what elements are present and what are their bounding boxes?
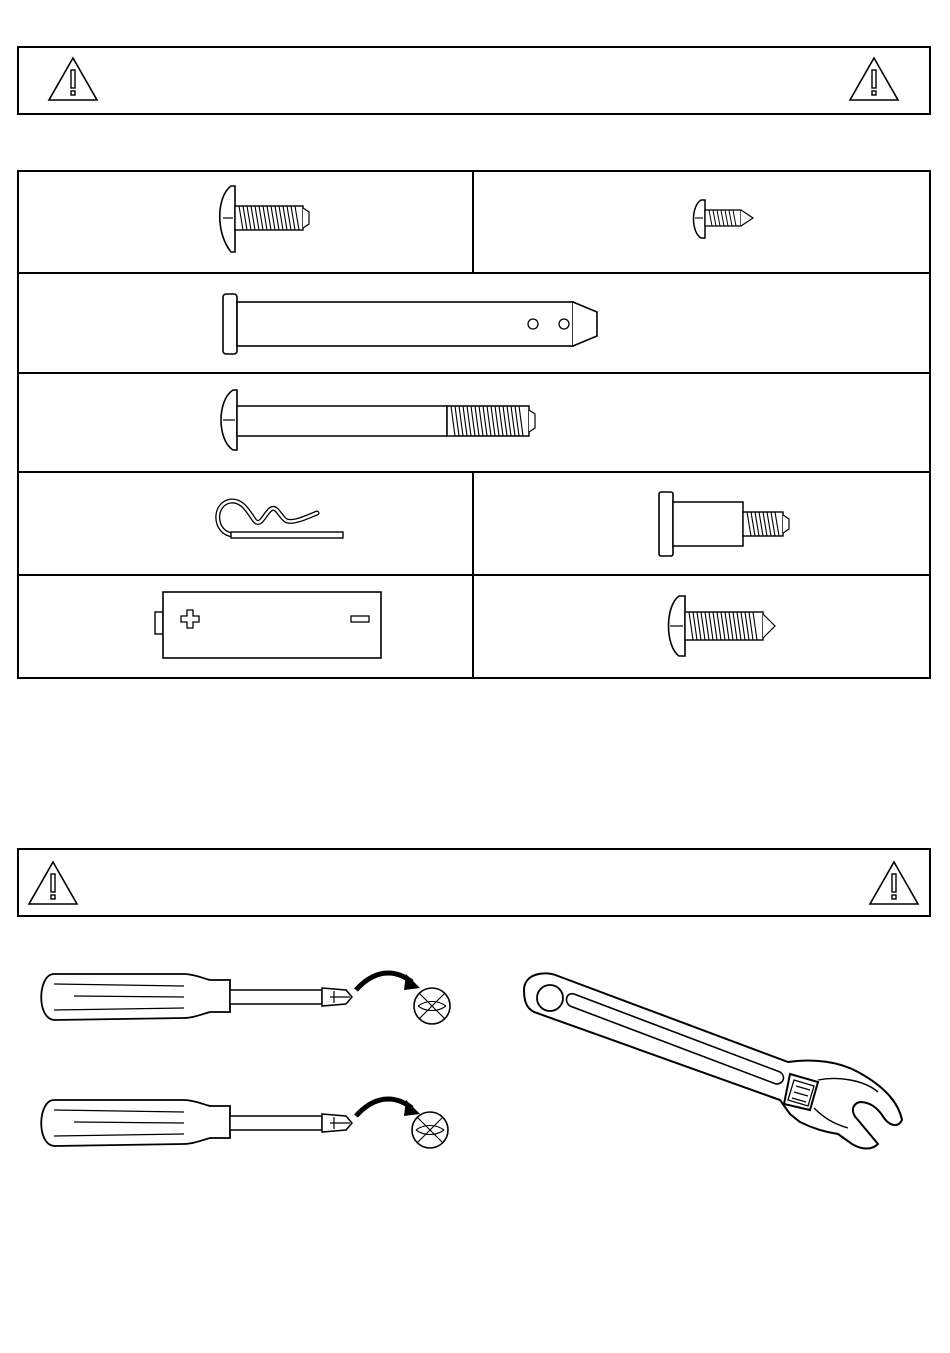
clevis-pin-icon: [217, 290, 607, 360]
phillips-screwdriver-icon: [34, 960, 458, 1034]
adjustable-wrench-icon: [518, 968, 908, 1158]
pan-head-self-tapping-screw-icon: [663, 594, 783, 660]
hardware-parts-table: [17, 170, 931, 679]
long-shoulder-bolt-icon: [215, 388, 545, 454]
warning-triangle-icon: [47, 56, 99, 102]
warning-triangle-icon: [27, 860, 79, 906]
small-self-tapping-screw-icon: [689, 198, 759, 240]
warning-bar-top: [17, 46, 931, 115]
warning-triangle-icon: [868, 860, 920, 906]
battery-negative-symbol: [351, 616, 369, 622]
shoulder-screw-icon: [655, 488, 795, 560]
r-clip-hitch-pin-icon: [211, 495, 351, 545]
warning-triangle-icon: [848, 56, 900, 102]
phillips-screwdriver-icon: [34, 1086, 458, 1160]
battery-icon: [153, 588, 385, 660]
truss-head-bolt-icon: [213, 182, 313, 256]
warning-bar-tools: [17, 848, 931, 917]
